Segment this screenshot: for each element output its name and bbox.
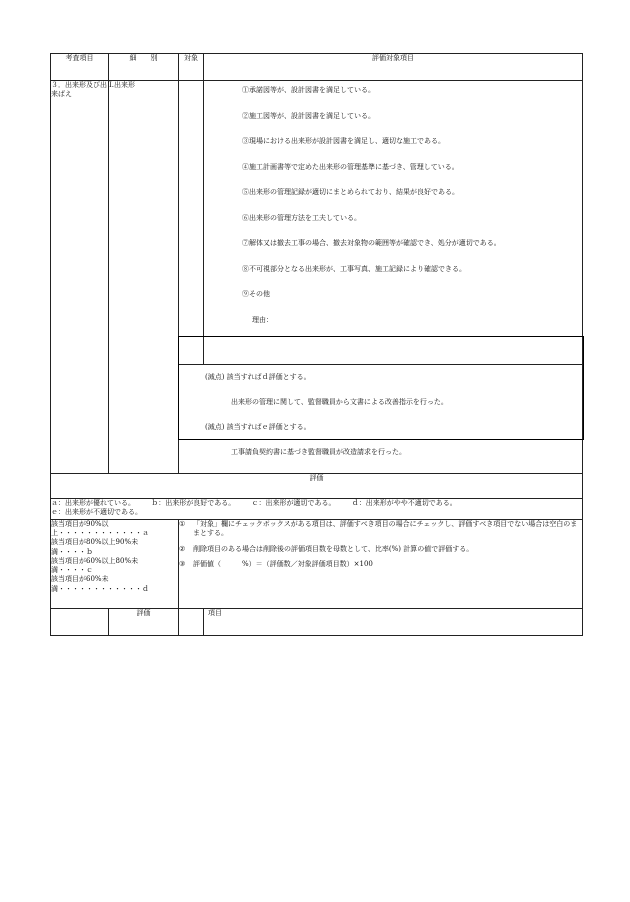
notes-cell: [179, 520, 583, 609]
note-item: ③ 評価値（ %）＝（評価数／対象評価項目数）×100: [179, 560, 373, 569]
items-cell: [204, 81, 583, 365]
thresholds-row: [51, 520, 583, 609]
grade-e: ｅ：出来形が不適切である。: [51, 508, 142, 517]
category-cell: ３．出来形及び出来ばえ: [51, 81, 109, 474]
footer-count-cell[interactable]: [179, 609, 204, 636]
footer-blank-cell[interactable]: [51, 609, 109, 636]
header-inspection-item: 考査項目: [51, 54, 109, 81]
deduction-detail: 出来形の管理に関して、監督職員から文書による改善指示を行った。: [231, 398, 448, 406]
evaluation-title-row: [51, 474, 583, 499]
note-item: ① 「対象」欄にチェックボックスがある項目は、評価すべき項目の場合にチェックし、評価すべき項目でない場合は空白のままとする。: [179, 520, 578, 538]
evaluation-item: ②施工図等が、設計図書を満足している。: [242, 111, 375, 120]
items-row: [51, 81, 583, 365]
threshold-line: 満・・・・ｂ: [51, 547, 93, 556]
deduction-cell: [179, 365, 583, 474]
evaluation-item: ③現場における出来形が設計図書を満足し、適切な施工である。: [242, 137, 445, 145]
deduction-list: [179, 365, 582, 473]
grade-b: ｂ：出来形が良好である。: [151, 499, 236, 507]
footer-evaluation-label: 評価: [109, 609, 179, 636]
grades-row: [51, 499, 583, 520]
header-target: 対象: [179, 54, 204, 81]
threshold-line: 該当項目が60%以上80%未: [51, 556, 139, 565]
threshold-line: 満・・・・・・・・・・・・ｄ: [51, 584, 149, 593]
deduction-label: (減点) 該当すればｄ評価とする。: [205, 373, 311, 381]
evaluation-item: ⑥出来形の管理方法を工夫している。: [242, 213, 361, 222]
header-evaluation-items: 評価対象項目: [204, 54, 583, 81]
evaluation-item: ④施工計画書等で定めた出来形の管理基準に基づき、管理している。: [242, 162, 459, 171]
evaluation-item: ⑧不可視部分となる出来形が、工事写真、施工記録により確認できる。: [242, 264, 466, 273]
grades-cell: [51, 499, 583, 520]
evaluation-item: ⑤出来形の管理記録が適切にまとめられており、結果が良好である。: [242, 188, 459, 196]
evaluation-item: ⑦解体又は撤去工事の場合、撤去対象物の範囲等が確認でき、処分が適切である。: [242, 239, 501, 247]
reason-label: 理由：: [252, 315, 273, 324]
note-item: ② 削除項目のある場合は削除後の評価項目数を母数として、比率(%) 計算の値で評価する。: [179, 544, 474, 553]
header-subdivision: 細 別: [109, 54, 179, 81]
evaluation-item: ⑨その他: [242, 290, 270, 298]
evaluation-sheet: [50, 53, 583, 636]
grade-a: ａ：出来形が優れている。: [51, 499, 135, 507]
header-row: [51, 54, 583, 81]
threshold-line: 上・・・・・・・・・・・・ａ: [51, 529, 149, 538]
threshold-line: 該当項目が80%以上90%未: [51, 538, 139, 547]
subcategory-cell: Ⅰ.出来形: [109, 81, 179, 474]
evaluation-item-list: [204, 81, 582, 334]
grade-c: ｃ：出来形が適切である。: [251, 499, 336, 507]
thresholds-cell: [51, 520, 179, 609]
grade-d: ｄ：出来形がやや不適切である。: [351, 499, 457, 507]
evaluation-title: 評価: [51, 474, 583, 499]
target-checkbox-column[interactable]: [179, 81, 204, 365]
threshold-line: 満・・・・ｃ: [51, 566, 93, 575]
threshold-line: 該当項目が60%未: [51, 575, 109, 584]
footer-row: [51, 609, 583, 636]
threshold-line: 該当項目が90%以: [51, 520, 109, 528]
footer-items-label: 項目: [204, 609, 583, 636]
deduction-detail: 工事請負契約書に基づき監督職員が改造請求を行った。: [231, 448, 406, 456]
deduction-label: (減点) 該当すればｅ評価とする。: [205, 423, 311, 431]
evaluation-item: ①承諾図等が、設計図書を満足している。: [242, 86, 375, 94]
